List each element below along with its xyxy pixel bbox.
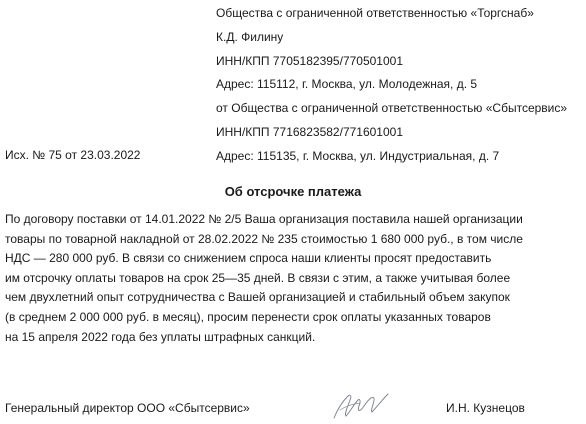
body-line: НДС — 280 000 руб. В связи со снижением спроса наши клиенты просят предоставить	[5, 251, 492, 266]
body-line: чем двухлетний опыт сотрудничества с Вашей организацией и стабильный объем закупок	[5, 290, 510, 305]
recipient-address: Адрес: 115112, г. Москва, ул. Молодежная, д. 5	[216, 77, 478, 92]
letter-title: Об отсрочке платежа	[224, 184, 362, 199]
body-line: товары по товарной накладной от 28.02.2022 № 235 стоимостью 1 680 000 руб., в том числе	[5, 231, 523, 246]
letter-body	[5, 210, 583, 347]
body-line: (в среднем 2 000 000 руб. в месяц), просим перенести срок оплаты указанных товаров	[5, 309, 491, 324]
signatory-position: Генеральный директор ООО «Сбытсервис»	[5, 401, 250, 415]
body-line: на 15 апреля 2022 года без уплаты штрафных санкций.	[5, 329, 316, 344]
handwritten-signature	[330, 386, 392, 424]
recipient-company: Общества с ограниченной ответственностью «Торгснаб»	[216, 6, 534, 20]
body-line: им отсрочку оплаты товаров на срок 25—35 дней. В связи с этим, а также учитывая более	[5, 270, 511, 285]
recipient-block	[216, 2, 581, 169]
recipient-inn: ИНН/КПП 7705182395/770501001	[216, 53, 404, 68]
outgoing-reference: Исх. № 75 от 23.03.2022	[5, 148, 141, 162]
sender-address: Адрес: 115135, г. Москва, ул. Индустриальная, д. 7	[216, 148, 500, 163]
signatory-name: И.Н. Кузнецов	[446, 401, 525, 415]
recipient-person: К.Д. Филину	[216, 29, 284, 44]
body-line: По договору поставки от 14.01.2022 № 2/5 Ваша организация поставила нашей организации	[5, 212, 523, 226]
sender-inn: ИНН/КПП 7716823582/771601001	[216, 124, 404, 139]
sender-company: от Общества с ограниченной ответственностью «Сбытсервис»	[216, 101, 568, 116]
